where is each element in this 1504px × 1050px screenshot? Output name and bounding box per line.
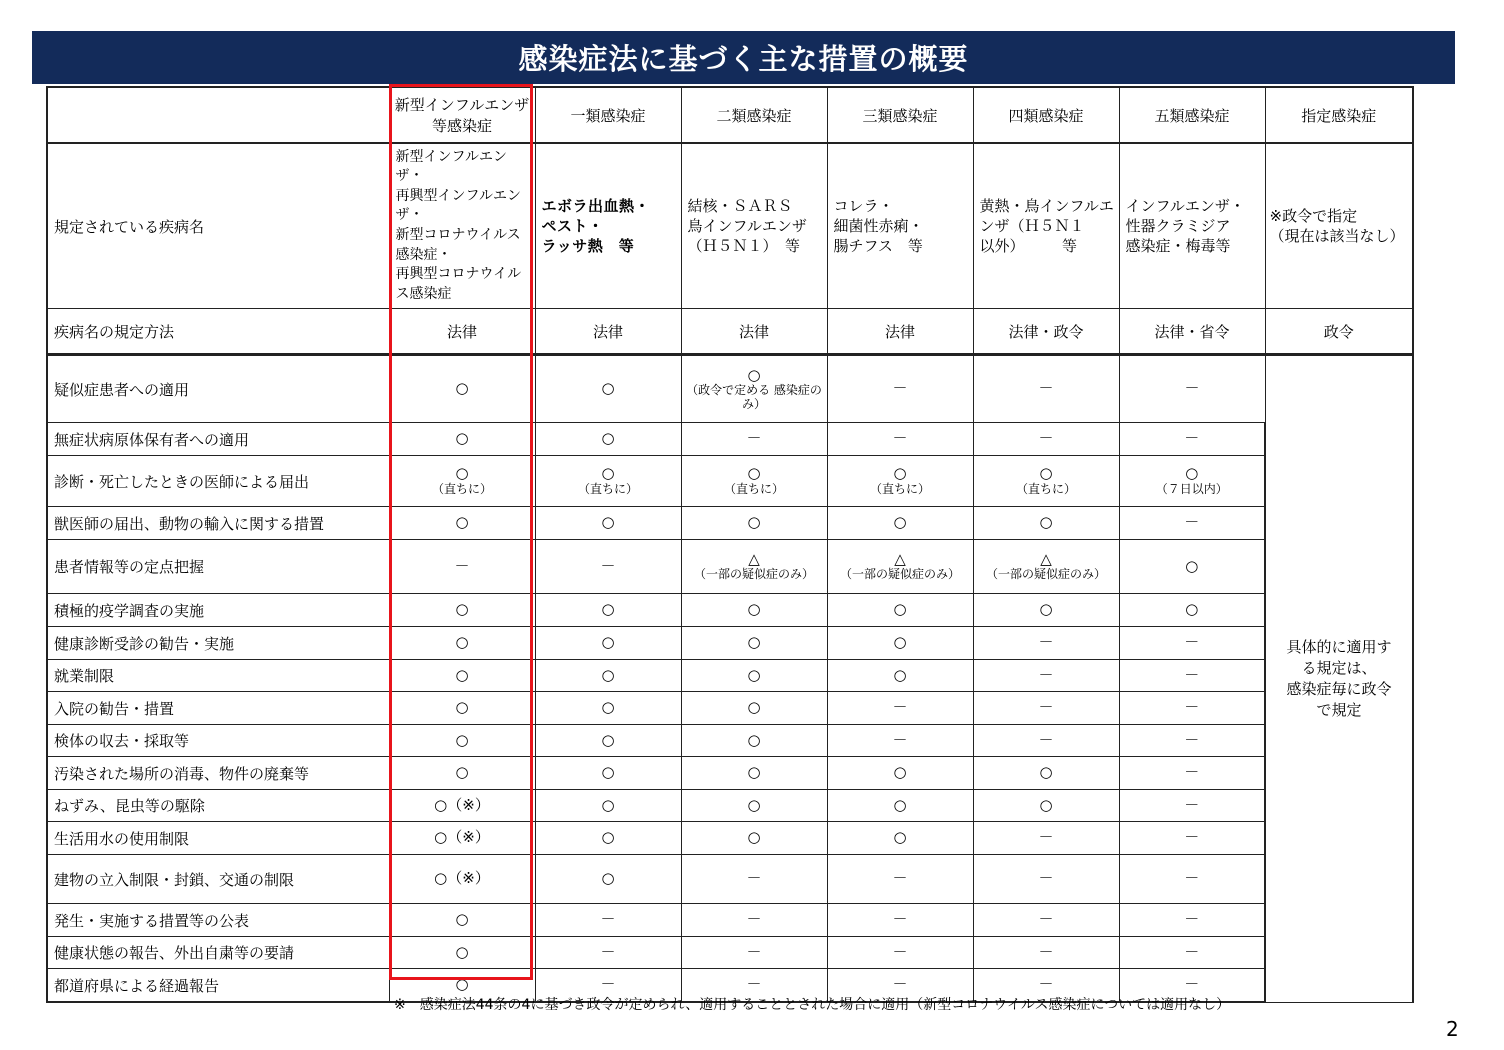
measure-cell <box>389 540 535 594</box>
measure-row <box>47 507 1413 540</box>
measure-cell <box>389 355 535 423</box>
measure-mark: － <box>746 869 762 888</box>
measure-mark: ○ <box>1185 600 1199 619</box>
measure-mark: － <box>1184 665 1200 684</box>
measure-cell <box>827 507 973 540</box>
measure-cell <box>827 790 973 822</box>
row-label: 入院の勧告・措置 <box>47 692 389 725</box>
measure-note: （一部の疑似症のみ） <box>985 567 1106 582</box>
measure-mark: ○ <box>601 730 615 749</box>
measure-mark: ○ <box>1185 464 1199 483</box>
measure-mark: － <box>1184 379 1200 398</box>
measure-cell <box>827 904 973 937</box>
measure-mark: △ <box>894 549 906 568</box>
measure-row <box>47 904 1413 937</box>
measure-cell <box>535 627 681 660</box>
measure-mark: ○（※） <box>434 795 490 814</box>
measure-cell <box>1119 423 1265 456</box>
measure-mark: － <box>746 942 762 961</box>
measure-cell <box>681 540 827 594</box>
measure-cell <box>681 627 827 660</box>
row-label: 汚染された場所の消毒、物件の廃棄等 <box>47 757 389 790</box>
measure-cell <box>973 904 1119 937</box>
measure-mark: ○ <box>893 665 907 684</box>
row-label: 健康状態の報告、外出自粛等の要請 <box>47 937 389 969</box>
measure-mark: ○ <box>893 633 907 652</box>
method-row <box>47 309 1413 355</box>
measure-cell <box>389 507 535 540</box>
row-label: 都道府県による経過報告 <box>47 969 389 1003</box>
measure-mark: ○ <box>1039 600 1053 619</box>
measure-mark: － <box>1038 665 1054 684</box>
measure-note: （一部の疑似症のみ） <box>839 567 960 582</box>
measure-mark: － <box>1184 975 1200 994</box>
measure-mark: ○ <box>1039 464 1053 483</box>
measure-cell <box>1119 790 1265 822</box>
measure-mark: ○ <box>747 464 761 483</box>
measure-cell <box>827 937 973 969</box>
measure-mark: ○ <box>455 730 469 749</box>
measure-cell <box>535 423 681 456</box>
header-col-new-flu: 新型インフルエンザ等感染症 <box>389 87 535 143</box>
measure-cell <box>681 692 827 725</box>
measure-mark: ○ <box>601 379 615 398</box>
measure-mark: － <box>892 698 908 717</box>
row-label: 健康診断受診の勧告・実施 <box>47 627 389 660</box>
page-title: 感染症法に基づく主な措置の概要 <box>32 31 1455 84</box>
measure-cell <box>389 822 535 855</box>
measure-note: （政令で定める 感染症のみ） <box>686 382 822 411</box>
measure-cell <box>389 423 535 456</box>
measure-mark: － <box>600 556 616 575</box>
measure-mark: － <box>1184 795 1200 814</box>
measure-row <box>47 594 1413 627</box>
footnote: ※ 感染症法44条の4に基づき政令が定められ、適用することとされた場合に適用（新型コロナウイルス感染症については適用なし） <box>394 997 1231 1013</box>
header-col-class1: 一類感染症 <box>535 87 681 143</box>
measure-cell <box>827 757 973 790</box>
measure-cell <box>827 725 973 757</box>
disease-list: インフルエンザ・ 性器クラミジア 感染症・梅毒等 <box>1125 196 1245 256</box>
disease-list: コレラ・ 細菌性赤痢・ 腸チフス 等 <box>833 196 924 256</box>
measure-mark: － <box>1038 828 1054 847</box>
measure-cell <box>681 423 827 456</box>
measure-mark: － <box>1038 379 1054 398</box>
measure-row <box>47 855 1413 904</box>
measure-cell <box>827 594 973 627</box>
measure-mark: － <box>1184 828 1200 847</box>
measure-cell <box>535 692 681 725</box>
method-cell: 法律・省令 <box>1119 309 1265 355</box>
measure-mark: ○ <box>455 763 469 782</box>
measure-note: （直ちに） <box>577 481 638 496</box>
measure-mark: ○ <box>1039 763 1053 782</box>
measure-mark: － <box>1038 698 1054 717</box>
measure-cell <box>973 540 1119 594</box>
measure-mark: ○（※） <box>434 869 490 888</box>
method-cell: 法律 <box>389 309 535 355</box>
measure-row <box>47 725 1413 757</box>
measure-mark: － <box>892 910 908 929</box>
measure-mark: ○ <box>601 513 615 532</box>
measure-cell <box>389 594 535 627</box>
measure-row <box>47 757 1413 790</box>
measure-cell <box>827 855 973 904</box>
measure-mark: － <box>1038 942 1054 961</box>
measure-cell <box>535 725 681 757</box>
header-col-class3: 三類感染症 <box>827 87 973 143</box>
measure-mark: ○ <box>455 633 469 652</box>
measure-cell <box>1119 456 1265 507</box>
measure-mark: － <box>892 429 908 448</box>
measure-cell <box>827 660 973 692</box>
measure-note: （７日以内） <box>1155 481 1228 496</box>
measure-mark: ○ <box>893 600 907 619</box>
row-label: 検体の収去・採取等 <box>47 725 389 757</box>
measure-cell <box>681 456 827 507</box>
measure-row <box>47 456 1413 507</box>
measure-cell <box>1119 627 1265 660</box>
measure-cell <box>389 456 535 507</box>
measure-cell <box>681 855 827 904</box>
measure-note: （直ちに） <box>869 481 930 496</box>
method-cell: 法律・政令 <box>973 309 1119 355</box>
measure-cell <box>1119 692 1265 725</box>
measure-cell <box>535 456 681 507</box>
row-label: 診断・死亡したときの医師による届出 <box>47 456 389 507</box>
measure-mark: － <box>600 910 616 929</box>
measure-cell <box>1119 904 1265 937</box>
measure-cell <box>827 822 973 855</box>
measure-cell <box>973 423 1119 456</box>
measure-mark: － <box>1184 633 1200 652</box>
measure-cell <box>681 822 827 855</box>
measures-table <box>46 86 1414 1003</box>
header-col-class4: 四類感染症 <box>973 87 1119 143</box>
measure-note: （一部の疑似症のみ） <box>693 567 814 582</box>
disease-cell <box>389 143 535 309</box>
measure-mark: ○ <box>455 600 469 619</box>
measure-cell <box>535 540 681 594</box>
measure-cell <box>1119 594 1265 627</box>
disease-list: 結核・ＳＡＲＳ 鳥インフルエンザ （Ｈ５Ｎ１） 等 <box>687 196 807 256</box>
measure-mark: － <box>1184 513 1200 532</box>
page-number: 2 <box>1446 1017 1459 1041</box>
measure-mark: － <box>746 910 762 929</box>
measure-cell <box>973 627 1119 660</box>
measure-cell <box>389 725 535 757</box>
measure-cell <box>973 660 1119 692</box>
measure-cell <box>389 692 535 725</box>
row-label: 患者情報等の定点把握 <box>47 540 389 594</box>
measure-cell <box>827 540 973 594</box>
measure-cell <box>535 904 681 937</box>
measure-cell <box>681 757 827 790</box>
measure-cell <box>535 660 681 692</box>
measure-cell <box>389 904 535 937</box>
measure-cell <box>973 456 1119 507</box>
measure-cell <box>973 355 1119 423</box>
header-col-designated: 指定感染症 <box>1265 87 1413 143</box>
measure-cell <box>535 790 681 822</box>
measure-mark: ○ <box>455 464 469 483</box>
measure-cell <box>973 822 1119 855</box>
measure-mark: ○ <box>747 698 761 717</box>
measure-note: （直ちに） <box>1015 481 1076 496</box>
measure-cell <box>973 790 1119 822</box>
measure-row <box>47 937 1413 969</box>
measure-note: （直ちに） <box>723 481 784 496</box>
measure-mark: － <box>746 429 762 448</box>
measure-mark: ○ <box>747 600 761 619</box>
row-label: 疑似症患者への適用 <box>47 355 389 423</box>
designated-note-cell: 具体的に適用す る規定は、 感染症毎に政令 で規定 <box>1265 355 1413 1003</box>
measure-cell <box>827 692 973 725</box>
row-label: 就業制限 <box>47 660 389 692</box>
measure-mark: － <box>1038 975 1054 994</box>
measure-mark: ○ <box>455 910 469 929</box>
measure-row <box>47 540 1413 594</box>
measure-cell <box>389 937 535 969</box>
method-cell: 法律 <box>681 309 827 355</box>
measure-cell <box>681 660 827 692</box>
measure-cell <box>389 627 535 660</box>
measure-cell <box>1119 855 1265 904</box>
row-label: 生活用水の使用制限 <box>47 822 389 855</box>
measure-mark: ○（※） <box>434 828 490 847</box>
measure-cell <box>535 757 681 790</box>
measure-cell <box>535 855 681 904</box>
measure-mark: ○ <box>747 365 761 384</box>
measure-mark: － <box>1038 429 1054 448</box>
measure-mark: ○ <box>455 429 469 448</box>
measure-mark: － <box>892 730 908 749</box>
measure-mark: － <box>892 975 908 994</box>
measure-mark: ○ <box>893 795 907 814</box>
measure-cell <box>973 757 1119 790</box>
measure-cell <box>827 355 973 423</box>
measure-mark: ○ <box>893 763 907 782</box>
method-cell: 法律 <box>827 309 973 355</box>
measure-row <box>47 355 1413 423</box>
measure-row <box>47 423 1413 456</box>
measure-cell <box>1119 660 1265 692</box>
measure-cell <box>389 790 535 822</box>
measure-cell <box>973 725 1119 757</box>
measure-mark: △ <box>1040 549 1052 568</box>
measure-mark: － <box>1184 869 1200 888</box>
measure-cell <box>389 660 535 692</box>
measure-cell <box>681 904 827 937</box>
disease-cell <box>1265 143 1413 309</box>
measure-cell <box>973 937 1119 969</box>
measure-mark: － <box>1038 869 1054 888</box>
measure-mark: ○ <box>893 513 907 532</box>
disease-list: エボラ出血熱・ ペスト・ ラッサ熱 等 <box>541 196 651 256</box>
measure-mark: － <box>892 942 908 961</box>
measure-cell <box>681 725 827 757</box>
measure-mark: － <box>1038 730 1054 749</box>
disease-row <box>47 143 1413 309</box>
measure-cell <box>681 355 827 423</box>
header-row <box>47 87 1413 143</box>
measure-cell <box>827 627 973 660</box>
measure-mark: － <box>600 975 616 994</box>
measure-mark: ○ <box>601 869 615 888</box>
method-cell: 政令 <box>1265 309 1413 355</box>
measure-mark: ○ <box>455 379 469 398</box>
row-label: 建物の立入制限・封鎖、交通の制限 <box>47 855 389 904</box>
measure-mark: － <box>1184 429 1200 448</box>
measure-mark: ○ <box>1039 513 1053 532</box>
disease-list: 新型インフルエンザ・ 再興型インフルエンザ・ 新型コロナウイルス感染症・ 再興型コロナウイルス感染症 <box>395 148 522 302</box>
measure-mark: － <box>1184 910 1200 929</box>
measure-cell <box>535 594 681 627</box>
measure-mark: ○ <box>893 464 907 483</box>
measure-cell <box>973 594 1119 627</box>
measure-cell <box>1119 757 1265 790</box>
measure-mark: ○ <box>747 513 761 532</box>
measure-cell <box>1119 725 1265 757</box>
disease-cell <box>973 143 1119 309</box>
measure-mark: ○ <box>601 763 615 782</box>
measure-row <box>47 660 1413 692</box>
measure-mark: － <box>1184 730 1200 749</box>
measure-mark: － <box>1184 763 1200 782</box>
measure-cell <box>827 456 973 507</box>
header-col-class5: 五類感染症 <box>1119 87 1265 143</box>
measure-cell <box>1119 355 1265 423</box>
measure-mark: ○ <box>1185 556 1199 575</box>
row-label: 規定されている疾病名 <box>47 143 389 309</box>
measure-mark: ○ <box>601 665 615 684</box>
measure-mark: ○ <box>455 975 469 994</box>
measure-mark: ○ <box>455 665 469 684</box>
measure-mark: ○ <box>747 763 761 782</box>
measure-row <box>47 790 1413 822</box>
disease-cell <box>1119 143 1265 309</box>
row-label: 発生・実施する措置等の公表 <box>47 904 389 937</box>
measure-cell <box>681 507 827 540</box>
measure-cell <box>389 855 535 904</box>
measure-cell <box>389 757 535 790</box>
measure-cell <box>535 822 681 855</box>
measure-mark: ○ <box>893 828 907 847</box>
measure-cell <box>827 423 973 456</box>
measure-mark: ○ <box>747 828 761 847</box>
measure-note: （直ちに） <box>431 481 492 496</box>
disease-cell <box>681 143 827 309</box>
measure-row <box>47 692 1413 725</box>
measure-cell <box>535 355 681 423</box>
measure-mark: ○ <box>455 513 469 532</box>
measure-cell <box>535 507 681 540</box>
header-col-class2: 二類感染症 <box>681 87 827 143</box>
method-cell: 法律 <box>535 309 681 355</box>
measure-cell <box>1119 822 1265 855</box>
measure-mark: ○ <box>601 698 615 717</box>
measure-cell <box>1119 937 1265 969</box>
measure-mark: ○ <box>747 730 761 749</box>
measure-mark: ○ <box>747 795 761 814</box>
measure-mark: ○ <box>747 665 761 684</box>
measure-mark: － <box>600 942 616 961</box>
measure-cell <box>681 937 827 969</box>
measure-mark: ○ <box>601 828 615 847</box>
measure-cell <box>1119 507 1265 540</box>
measure-cell <box>535 937 681 969</box>
row-label: 獣医師の届出、動物の輸入に関する措置 <box>47 507 389 540</box>
measure-mark: － <box>1038 910 1054 929</box>
measure-mark: ○ <box>601 600 615 619</box>
disease-cell <box>535 143 681 309</box>
measure-mark: ○ <box>455 942 469 961</box>
measure-cell <box>973 855 1119 904</box>
measure-row <box>47 822 1413 855</box>
measure-mark: － <box>1038 633 1054 652</box>
measure-cell <box>681 594 827 627</box>
disease-cell <box>827 143 973 309</box>
measure-mark: － <box>1184 942 1200 961</box>
measure-row <box>47 627 1413 660</box>
row-label: 疾病名の規定方法 <box>47 309 389 355</box>
measure-cell <box>1119 540 1265 594</box>
measure-mark: － <box>892 379 908 398</box>
measure-mark: － <box>1184 698 1200 717</box>
row-label: 積極的疫学調査の実施 <box>47 594 389 627</box>
measure-cell <box>973 692 1119 725</box>
measure-mark: ○ <box>455 698 469 717</box>
measure-cell <box>681 790 827 822</box>
disease-list: ※政令で指定 （現在は該当なし） <box>1269 206 1405 245</box>
measure-mark: △ <box>748 549 760 568</box>
measure-mark: ○ <box>601 429 615 448</box>
measure-mark: ○ <box>601 633 615 652</box>
measure-mark: － <box>454 556 470 575</box>
measure-mark: ○ <box>601 795 615 814</box>
row-label: 無症状病原体保有者への適用 <box>47 423 389 456</box>
measure-mark: ○ <box>601 464 615 483</box>
measure-mark: － <box>892 869 908 888</box>
measure-cell <box>973 507 1119 540</box>
disease-list: 黄熱・鳥インフルエンザ（Ｈ５Ｎ１ 以外） 等 <box>979 196 1114 256</box>
measure-mark: ○ <box>747 633 761 652</box>
header-blank <box>47 87 389 143</box>
row-label: ねずみ、昆虫等の駆除 <box>47 790 389 822</box>
measure-mark: － <box>746 975 762 994</box>
measure-mark: ○ <box>1039 795 1053 814</box>
